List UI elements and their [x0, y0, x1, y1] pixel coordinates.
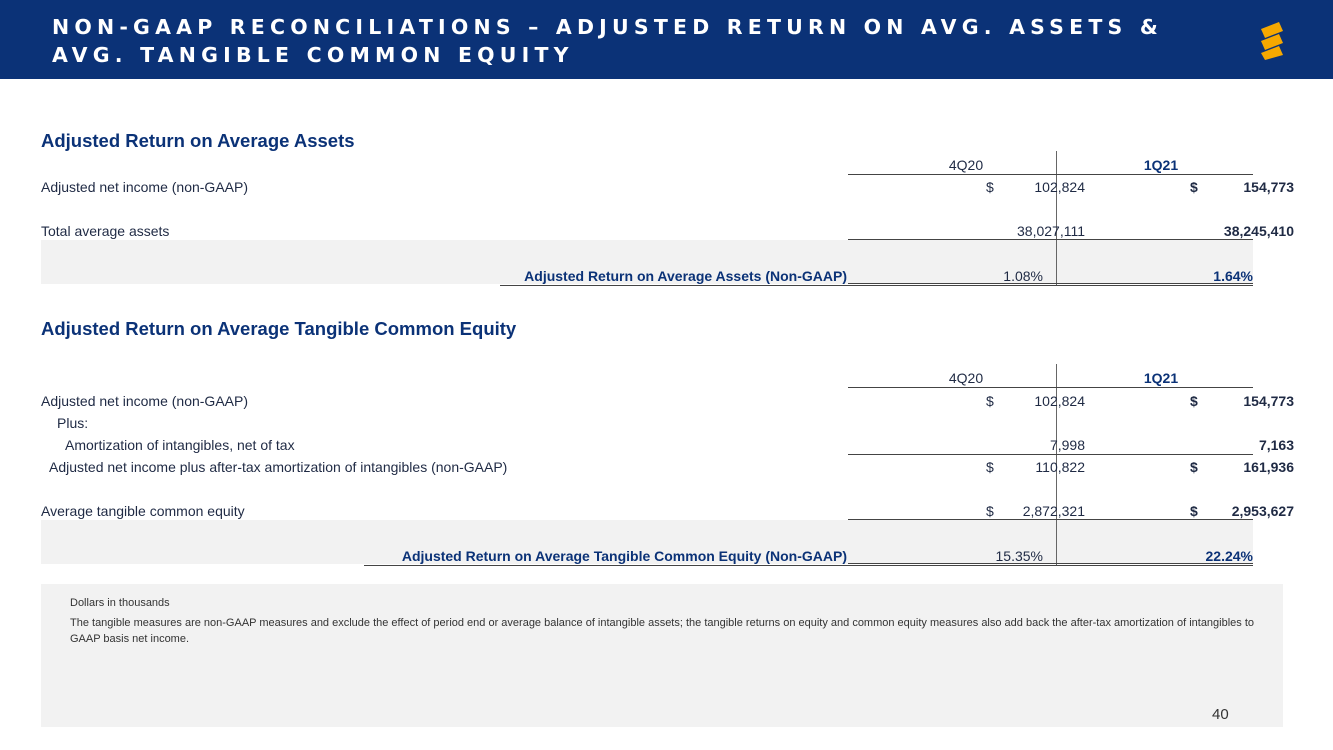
col-header-1q21: 1Q21: [1143, 370, 1179, 386]
column-header-row: [41, 154, 1253, 176]
cell-1q21: [1098, 434, 1294, 456]
cell-4q20: [889, 434, 1096, 456]
dollar-sign: $: [986, 393, 994, 409]
ratio-value-1q21: 22.24%: [1205, 548, 1253, 564]
value: 7,163: [1258, 437, 1294, 453]
row-label: Adjusted net income plus after-tax amortization of intangibles (non-GAAP): [49, 459, 508, 475]
table-row: [41, 434, 1294, 456]
column-divider: [1056, 520, 1057, 566]
page-number: 40: [1212, 706, 1229, 723]
ratio-value-4q20: 15.35%: [995, 548, 1043, 564]
row-label: Average tangible common equity: [41, 503, 245, 519]
row-label: Adjusted net income (non-GAAP): [41, 179, 248, 195]
table-row: [41, 456, 1294, 478]
row-label: Total average assets: [41, 223, 170, 239]
ratio-value-1q21: 1.64%: [1213, 268, 1253, 284]
ratio-label-roa: Adjusted Return on Average Assets (Non-GAAP): [524, 268, 847, 284]
double-underline: [848, 563, 1253, 566]
table-row: [41, 390, 1294, 412]
cell-4q20: [889, 176, 1096, 198]
col-header-4q20: 4Q20: [948, 370, 984, 386]
row-label: Plus:: [57, 415, 89, 431]
value: 102,824: [1034, 393, 1085, 409]
brand-s-logo-icon: [1255, 20, 1289, 60]
value: 110,822: [1035, 459, 1085, 475]
column-header-row: [41, 367, 1253, 389]
ratio-label-underline: [364, 565, 848, 566]
row-label: Amortization of intangibles, net of tax: [65, 437, 295, 453]
ratio-value-4q20: 1.08%: [1003, 268, 1043, 284]
table-row: [41, 176, 1294, 198]
double-underline: [848, 283, 1253, 286]
cell-1q21: [1098, 456, 1294, 478]
row-underline: [848, 454, 1253, 455]
value: 38,027,111: [1017, 223, 1085, 239]
value: 102,824: [1034, 179, 1085, 195]
ratio-label-rotce: Adjusted Return on Average Tangible Common Equity (Non-GAAP): [401, 548, 847, 564]
col-header-4q20: 4Q20: [948, 157, 984, 173]
slide-title: NON-GAAP RECONCILIATIONS – ADJUSTED RETURN ON AVG. ASSETS & AVG. TANGIBLE COMMON EQUITY: [52, 15, 1163, 67]
column-divider: [1056, 240, 1057, 285]
cell-4q20: [889, 390, 1096, 412]
dollar-sign: $: [986, 179, 994, 195]
value: 38,245,410: [1223, 223, 1294, 239]
ratio-label-underline: [500, 285, 848, 286]
dollar-sign: $: [1190, 503, 1198, 519]
dollar-sign: $: [986, 503, 994, 519]
value: 2,953,627: [1231, 503, 1294, 519]
value: 154,773: [1243, 393, 1294, 409]
col-header-1q21: 1Q21: [1143, 157, 1179, 173]
section-title-roa: Adjusted Return on Average Assets: [41, 130, 355, 151]
value: 7,998: [1049, 437, 1085, 453]
slide-header: [0, 0, 1333, 79]
value: 154,773: [1243, 179, 1294, 195]
section-title-rotce: Adjusted Return on Average Tangible Common Equity: [41, 318, 517, 339]
header-underline: [848, 387, 1253, 388]
value: 2,872,321: [1022, 503, 1085, 519]
table-row: [41, 412, 1253, 434]
cell-4q20: [889, 456, 1096, 478]
cell-1q21: [1098, 176, 1294, 198]
row-label: Adjusted net income (non-GAAP): [41, 393, 248, 409]
dollar-sign: $: [1190, 179, 1198, 195]
footnote-definition: The tangible measures are non-GAAP measures and exclude the effect of period end or average balance of intangible assets; the tangible returns on equity and common equity measures also add back the after-tax amortization of intangibles to GAAP basis net income.: [70, 617, 1255, 645]
header-underline: [848, 174, 1253, 175]
dollar-sign: $: [986, 459, 994, 475]
dollar-sign: $: [1190, 393, 1198, 409]
footnote-units: Dollars in thousands: [70, 597, 170, 609]
cell-1q21: [1098, 390, 1294, 412]
dollar-sign: $: [1190, 459, 1198, 475]
value: 161,936: [1243, 459, 1294, 475]
